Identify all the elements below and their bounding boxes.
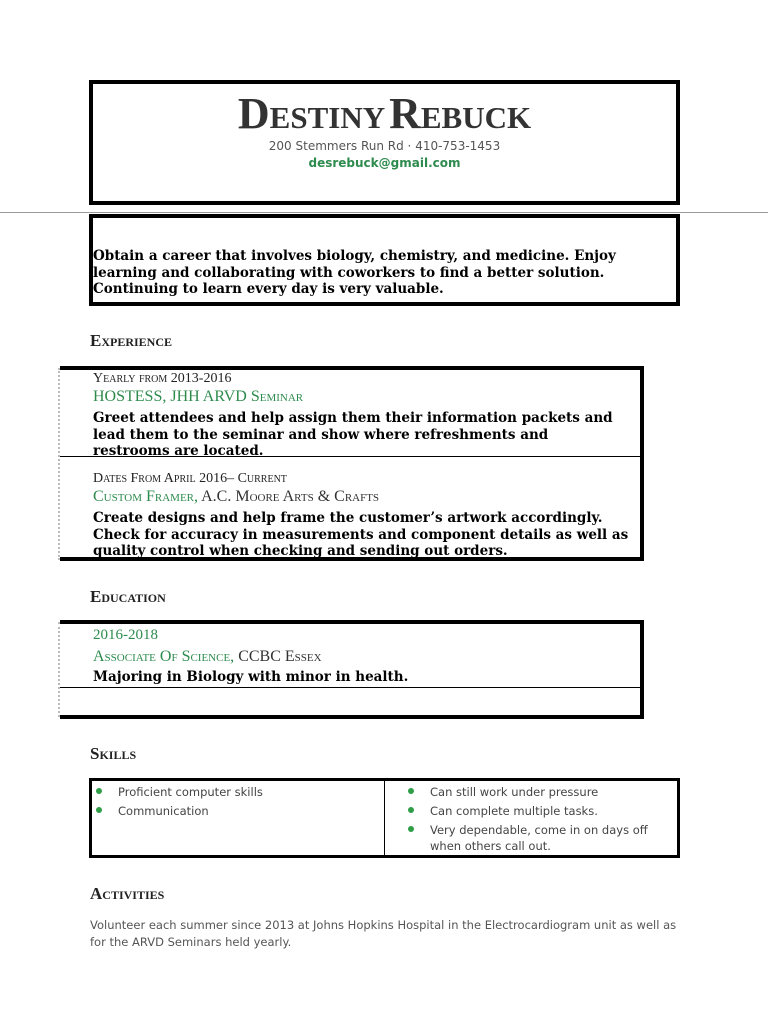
education-box <box>60 620 644 719</box>
skill-item <box>92 784 382 800</box>
page-divider <box>0 212 768 213</box>
email-link[interactable]: desrebuck@gmail.com <box>308 156 461 170</box>
skill-item <box>404 784 678 800</box>
skills-box <box>89 778 680 858</box>
skill-item <box>404 803 678 819</box>
skills-left-list <box>92 784 382 819</box>
skill-text: Can still work under pressure <box>430 785 599 799</box>
bullet-icon <box>408 788 414 794</box>
name-first-initial: D <box>237 89 270 138</box>
activities-heading: Activities <box>90 884 165 903</box>
experience-2-description: Create designs and help frame the customer’s artwork accordingly. Check for accuracy in measurements and component details as well as quality control when checking and sending out orders. <box>93 510 629 559</box>
objective-text: Obtain a career that involves biology, chemistry, and medicine. Enjoy learning and collaborating with coworkers to find a better solution. Continuing to learn every day is very valuable. <box>93 248 616 297</box>
header-box <box>89 80 680 205</box>
bullet-icon <box>408 807 414 813</box>
education-divider <box>60 687 640 688</box>
education-description: Majoring in Biology with minor in health. <box>93 669 409 685</box>
experience-2-dates: Dates From April 2016– Current <box>93 471 287 486</box>
experience-2-title: Custom Framer, <box>93 488 198 505</box>
skills-right-list <box>404 784 678 854</box>
education-school: CCBC Essex <box>234 648 322 665</box>
experience-1-title: HOSTESS, JHH ARVD Seminar <box>93 388 304 405</box>
experience-2-title-line <box>93 488 379 506</box>
skill-item <box>404 822 678 854</box>
name-last-rest: ebuck <box>420 89 532 138</box>
experience-heading: Experience <box>90 331 173 350</box>
bullet-icon <box>96 788 102 794</box>
skills-column-divider <box>384 781 385 855</box>
education-heading: Education <box>90 587 166 606</box>
skill-text: Can complete multiple tasks. <box>430 804 598 818</box>
experience-box <box>60 366 644 561</box>
experience-2-org: A.C. Moore Arts & Crafts <box>198 488 380 505</box>
name-first-rest: estiny <box>269 89 386 138</box>
bullet-icon <box>408 826 414 832</box>
name-last-initial: R <box>389 89 421 138</box>
skill-item <box>92 803 382 819</box>
education-degree-line <box>93 648 322 666</box>
bullet-icon <box>96 807 102 813</box>
skill-text: Very dependable, come in on days off when others call out. <box>430 823 648 853</box>
skills-heading: Skills <box>90 744 137 763</box>
experience-divider <box>60 456 640 457</box>
skill-text: Proficient computer skills <box>118 785 263 799</box>
education-degree: Associate Of Science, <box>93 648 235 665</box>
contact-line: 200 Stemmers Run Rd · 410-753-1453 <box>268 139 501 153</box>
activities-text: Volunteer each summer since 2013 at Johns Hopkins Hospital in the Electrocardiogram unit as well as for the ARVD Seminars held yearly. <box>90 918 677 949</box>
education-dates: 2016-2018 <box>93 627 158 643</box>
objective-box <box>89 214 680 306</box>
experience-1-dates: Yearly from 2013-2016 <box>93 371 232 386</box>
skill-text: Communication <box>118 804 209 818</box>
experience-1-description: Greet attendees and help assign them their information packets and lead them to the seminar and show where refreshments and restrooms are located. <box>93 410 613 459</box>
